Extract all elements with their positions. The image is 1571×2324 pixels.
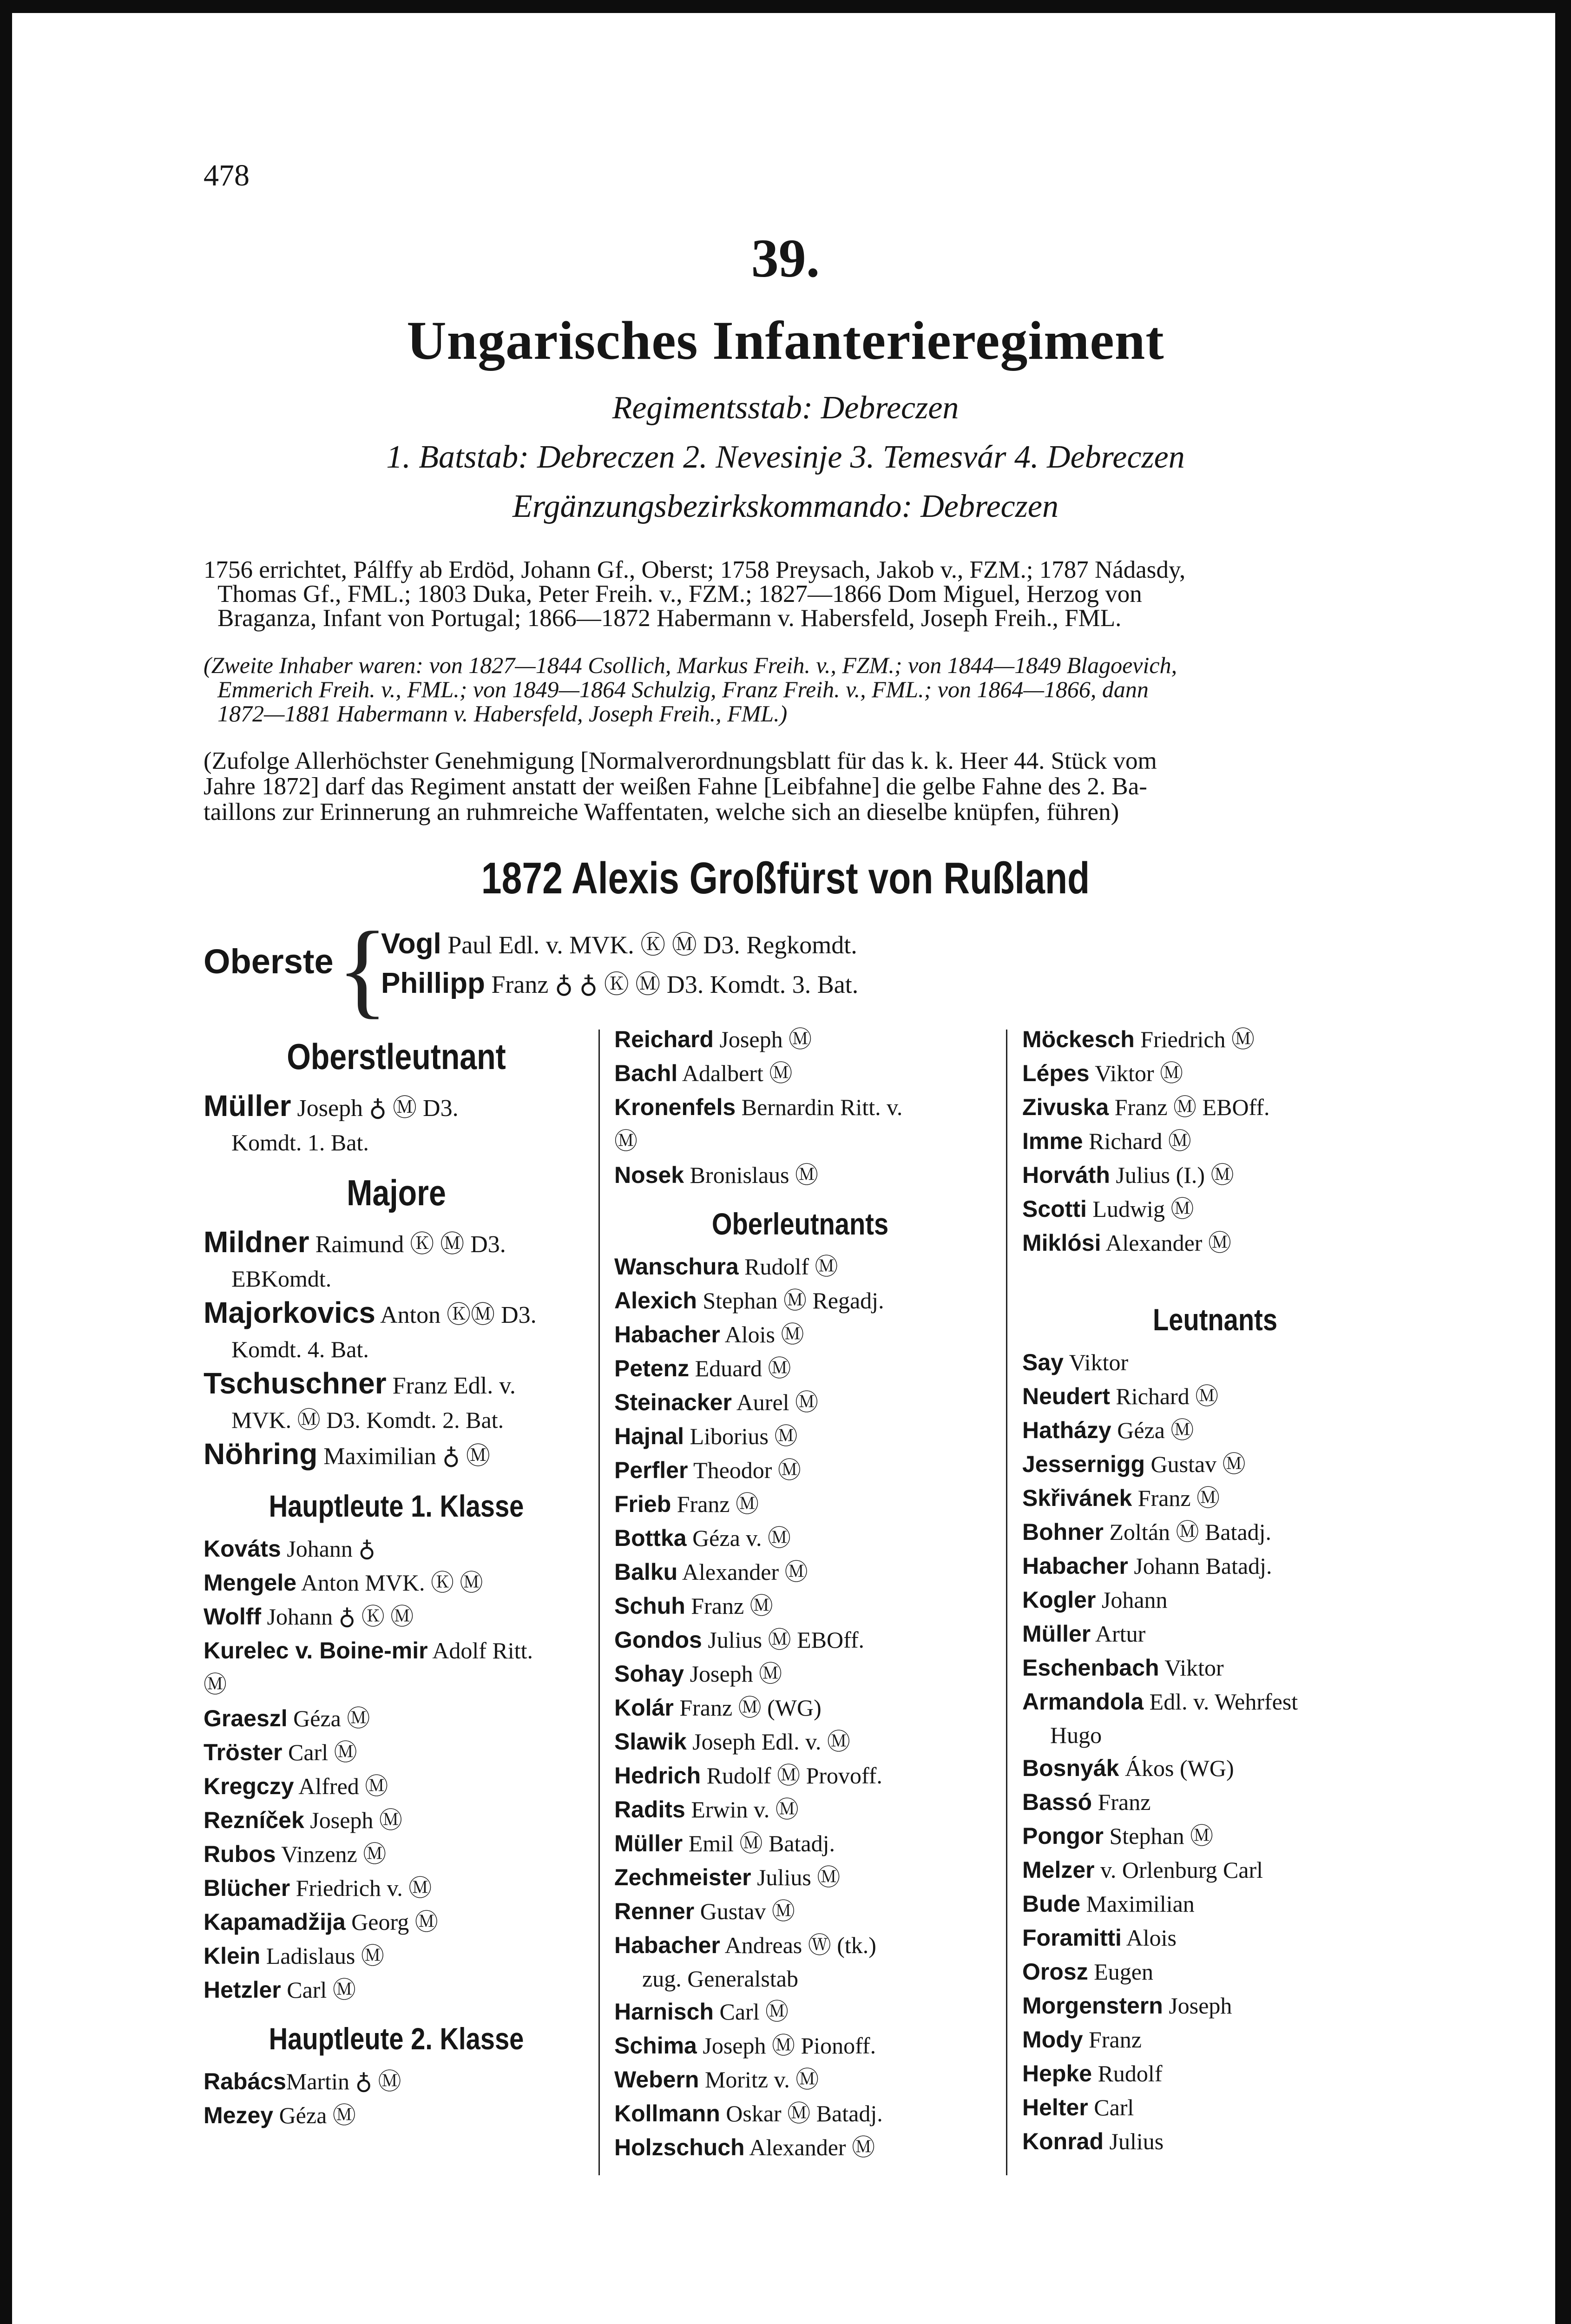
officer-surname: Müller [1022, 1621, 1091, 1647]
officer-entry [614, 1793, 986, 1827]
officer-detail: Franz Ⓜ (WG) [679, 1695, 822, 1721]
officer-detail: Carl [1094, 2094, 1134, 2120]
officer-entry [614, 1453, 986, 1487]
officer-surname: Kurelec v. Boine-mir [204, 1637, 428, 1664]
officer-detail: Moritz v. Ⓜ [704, 2067, 819, 2093]
officer-surname: Kregczy [204, 1773, 294, 1799]
officer-entry [204, 1803, 589, 1837]
officer-surname: Jessernigg [1022, 1451, 1145, 1477]
officer-detail: Rudolf [1098, 2060, 1163, 2086]
officer-detail: Oskar Ⓜ Batadj. [726, 2100, 883, 2126]
officer-entry [1022, 1226, 1408, 1260]
majore-heading: Majore [347, 1172, 446, 1213]
officer-surname: Bassó [1022, 1789, 1092, 1815]
officer-entry [614, 1759, 986, 1793]
officer-entry [204, 1224, 589, 1262]
officer-detail: Géza Ⓜ [279, 2102, 356, 2128]
officer-entry [1022, 1056, 1408, 1090]
officer-entry [1022, 1785, 1408, 1819]
history-line: Braganza, Infant von Portugal; 1866—1872 Habermann v. Habersfeld, Joseph Freih., FML. [217, 605, 1122, 632]
officer-surname: Kolár [614, 1695, 674, 1721]
officer-detail: Joseph ♁ Ⓜ D3. [297, 1095, 459, 1122]
officer-entry [614, 1725, 986, 1759]
officer-detail: Anton MVK. Ⓚ Ⓜ [301, 1570, 483, 1596]
officer-surname: Kováts [204, 1536, 281, 1562]
officer-entry [1022, 1515, 1408, 1549]
officer-surname: Balku [614, 1559, 678, 1585]
flag-note-line: taillons zur Erinnerung an ruhmreiche Waffentaten, welche sich an dieselbe knüpfen, führen) [204, 799, 1119, 825]
officer-detail: Aurel Ⓜ [736, 1389, 819, 1415]
officer-entry [1022, 1887, 1408, 1921]
officer-entry [204, 1837, 589, 1871]
officer-detail: Adalbert Ⓜ [682, 1060, 793, 1086]
officer-entry [614, 2097, 986, 2131]
officer-detail: Stephan Ⓜ [1109, 1823, 1214, 1849]
column-2 [614, 1023, 986, 2165]
officer-detail: Martin ♁ Ⓜ [286, 2068, 401, 2094]
regiment-number: 39. [751, 228, 820, 289]
brace-glyph: { [337, 910, 388, 1028]
officer-detail: Ladislaus Ⓜ [266, 1943, 384, 1969]
officer-detail: Viktor [1069, 1349, 1129, 1375]
officer-detail: Ⓜ [614, 1128, 638, 1154]
scan-border-top [0, 0, 1571, 13]
officer-entry [204, 2065, 589, 2099]
officer-surname: Hetzler [204, 1977, 281, 2003]
officer-detail: Richard Ⓜ [1089, 1128, 1191, 1154]
officer-entry [1022, 2091, 1408, 2125]
officer-detail: Georg Ⓜ [351, 1909, 438, 1935]
history-line: 1756 errichtet, Pálffy ab Erdöd, Johann Gf., Oberst; 1758 Preysach, Jakob v., FZM.; 1787 Nádasdy, [204, 556, 1186, 583]
oberst-entry [381, 925, 857, 961]
officer-surname: Webern [614, 2067, 699, 2093]
officer-surname: Mezey [204, 2102, 274, 2128]
officer-detail: Gustav Ⓜ [1150, 1451, 1246, 1477]
officer-surname: Tschuschner [204, 1367, 387, 1400]
officer-surname: Skřivánek [1022, 1485, 1132, 1511]
officer-detail: Johann ♁ [287, 1536, 375, 1562]
officer-surname: Hatházy [1022, 1417, 1111, 1443]
officer-detail: Géza v. Ⓜ [692, 1525, 791, 1551]
officer-surname: Wolff [204, 1604, 262, 1630]
officer-entry [1022, 1481, 1408, 1515]
officer-detail-continued: Komdt. 4. Bat. [231, 1336, 369, 1362]
officer-surname: Alexich [614, 1287, 697, 1314]
officer-entry-continued [614, 1124, 986, 1158]
officer-detail: Joseph Ⓜ [690, 1661, 782, 1687]
officer-detail: Eugen [1094, 1959, 1153, 1985]
officer-detail: Julius [1109, 2128, 1164, 2154]
officer-entry [1022, 1751, 1408, 1785]
leutnants-heading: Leutnants [1152, 1302, 1278, 1337]
officer-surname: Petenz [614, 1355, 690, 1381]
officer-entry [614, 1928, 986, 1962]
officer-entry [614, 1023, 986, 1056]
officer-detail: Anton ⓀⓂ D3. [380, 1302, 537, 1328]
officer-detail: Alexander Ⓜ [1105, 1230, 1231, 1256]
officer-detail: Stephan Ⓜ Regadj. [703, 1287, 884, 1314]
officer-entry [614, 1487, 986, 1521]
officer-entry [1022, 1819, 1408, 1853]
officer-entry [1022, 1853, 1408, 1887]
officer-surname: Müller [614, 1830, 683, 1856]
officer-entry [204, 1905, 589, 1939]
officer-entry [204, 1769, 589, 1803]
officer-surname: Reichard [614, 1026, 714, 1052]
officer-entry [614, 1691, 986, 1725]
officer-detail: v. Orlenburg Carl [1100, 1857, 1263, 1883]
officer-surname: Bohner [1022, 1519, 1104, 1545]
officer-detail: Alois [1126, 1925, 1177, 1951]
officer-detail: Theodor Ⓜ [693, 1457, 801, 1483]
officer-entry [1022, 2125, 1408, 2159]
officer-detail: Alexander Ⓜ [749, 2134, 875, 2160]
officer-detail: Julius (I.) Ⓜ [1116, 1162, 1234, 1188]
officer-surname: Klein [204, 1943, 261, 1969]
officer-surname: Lépes [1022, 1060, 1090, 1086]
column-divider [598, 1030, 600, 2175]
officer-detail: Julius Ⓜ EBOff. [708, 1627, 864, 1653]
officer-surname: Müller [204, 1089, 291, 1122]
officer-surname: Bude [1022, 1891, 1080, 1917]
officer-entry [614, 1056, 986, 1090]
officer-surname: Wanschura [614, 1254, 739, 1280]
officer-surname: Gondos [614, 1627, 702, 1653]
officer-surname: Perfler [614, 1457, 688, 1483]
officer-entry [204, 1532, 589, 1566]
officer-entry [614, 1284, 986, 1318]
officer-detail: Alfred Ⓜ [298, 1773, 388, 1799]
officer-surname: Zivuska [1022, 1094, 1109, 1120]
officer-entry [204, 1436, 589, 1474]
officer-surname: Hepke [1022, 2060, 1092, 2086]
officer-entry [1022, 1413, 1408, 1447]
officer-entry [614, 1521, 986, 1555]
officer-detail: Johann Batadj. [1134, 1553, 1272, 1579]
officer-detail: Maximilian [1086, 1891, 1195, 1917]
officer-detail: Bernardin Ritt. v. [741, 1094, 903, 1120]
officer-detail: Julius Ⓜ [757, 1864, 841, 1890]
officer-surname: Majorkovics [204, 1296, 375, 1329]
officer-surname: Mildner [204, 1225, 309, 1259]
officer-detail: Alexander Ⓜ [682, 1559, 808, 1585]
officer-detail: Edl. v. Wehrfest [1149, 1689, 1298, 1715]
officer-detail: Géza Ⓜ [1117, 1417, 1194, 1443]
officer-entry-continued [204, 1668, 589, 1702]
officer-detail: Emil Ⓜ Batadj. [688, 1830, 835, 1856]
officer-surname: Armandola [1022, 1689, 1144, 1715]
officer-detail: Joseph Ⓜ Pionoff. [703, 2033, 876, 2059]
officer-entry [1022, 2023, 1408, 2057]
officer-detail: Ⓜ [204, 1671, 227, 1697]
second-owners-line: Emmerich Freih. v., FML.; von 1849—1864 Schulzig, Franz Freih. v., FML.; von 1864—1866, dann [217, 676, 1149, 702]
officer-surname: Zechmeister [614, 1864, 751, 1890]
officer-surname: Radits [614, 1796, 685, 1822]
officer-entry [1022, 1192, 1408, 1226]
officer-detail: Joseph [1169, 1993, 1232, 2019]
officer-detail: Maximilian ♁ Ⓜ [323, 1443, 490, 1470]
oberst-entry [381, 964, 858, 1000]
officer-entry [1022, 1617, 1408, 1651]
officer-detail: Franz [1089, 2027, 1142, 2053]
officer-surname: Sohay [614, 1661, 684, 1687]
officer-surname: Kollmann [614, 2100, 720, 2126]
officer-detail: Viktor [1164, 1655, 1224, 1681]
column-1 [204, 1023, 589, 2133]
officer-entry [614, 1995, 986, 2029]
officer-detail: Franz Ⓜ [677, 1491, 759, 1517]
officer-detail: Friedrich Ⓜ [1140, 1026, 1255, 1052]
officer-entry [204, 1939, 589, 1973]
officer-detail: Artur [1095, 1621, 1146, 1647]
officer-surname: Habacher [614, 1932, 720, 1958]
officer-entry [1022, 1090, 1408, 1124]
officer-detail: Johann ♁ Ⓚ Ⓜ [267, 1604, 414, 1630]
officer-surname: Rezníček [204, 1807, 304, 1833]
column-3 [1022, 1023, 1408, 2159]
officer-surname: Bosnyák [1022, 1755, 1119, 1781]
officer-surname: Mody [1022, 2027, 1083, 2053]
officer-detail: zug. Generalstab [642, 1966, 798, 1992]
officer-detail: Andreas Ⓦ (tk.) [724, 1932, 876, 1958]
officer-detail: Carl Ⓜ [287, 1977, 356, 2003]
flag-note-line: Jahre 1872] darf das Regiment anstatt der weißen Fahne [Leibfahne] die gelbe Fahne des 2. Ba- [204, 773, 1147, 800]
officer-detail: Franz Edl. v. [392, 1373, 516, 1399]
officer-surname: Morgenstern [1022, 1993, 1163, 2019]
officer-detail-continued: Komdt. 1. Bat. [231, 1129, 369, 1155]
officer-surname: Foramitti [1022, 1925, 1122, 1951]
officer-surname: Hajnal [614, 1423, 684, 1449]
officer-detail: Liborius Ⓜ [690, 1423, 798, 1449]
officer-entry [614, 1895, 986, 1928]
officer-surname: Kogler [1022, 1587, 1096, 1613]
officer-entry [1022, 1158, 1408, 1192]
officer-surname: Holzschuch [614, 2134, 745, 2160]
officer-entry [614, 1158, 986, 1192]
officer-entry [204, 1566, 589, 1600]
officer-entry [204, 1871, 589, 1905]
officer-entry [204, 1702, 589, 1736]
officer-surname: Horváth [1022, 1162, 1110, 1188]
officer-entry [614, 1657, 986, 1691]
officer-surname: Helter [1022, 2094, 1088, 2120]
page-number: 478 [204, 158, 250, 192]
officer-entry [614, 1352, 986, 1386]
oberst-detail: Franz ♁ ♁ Ⓚ Ⓜ D3. Komdt. 3. Bat. [491, 971, 859, 998]
officer-detail: Rudolf Ⓜ Provoff. [706, 1763, 882, 1789]
officer-entry [204, 1295, 589, 1333]
ergaenzung-line: Ergänzungsbezirkskommando: Debreczen [513, 489, 1058, 524]
officer-detail: Joseph Ⓜ [719, 1026, 812, 1052]
officer-entry [614, 1250, 986, 1284]
officer-surname: Melzer [1022, 1857, 1095, 1883]
officer-entry [1022, 1685, 1408, 1719]
officer-detail: Adolf Ritt. [432, 1637, 533, 1664]
officer-entry [1022, 1346, 1408, 1380]
officer-surname: Mengele [204, 1570, 297, 1596]
oberste-label: Oberste [204, 942, 334, 981]
oberleutnants-heading: Oberleutnants [711, 1207, 889, 1241]
officer-surname: Pongor [1022, 1823, 1104, 1849]
officer-surname: Say [1022, 1349, 1064, 1375]
officer-surname: Schima [614, 2033, 697, 2059]
officer-entry [1022, 1023, 1408, 1056]
officer-detail: Carl Ⓜ [288, 1739, 357, 1765]
officer-entry [1022, 1921, 1408, 1955]
regiment-name: Ungarisches Infanterieregiment [407, 310, 1164, 371]
officer-surname: Blücher [204, 1875, 290, 1901]
officer-entry [614, 2063, 986, 2097]
hauptleute-1-heading: Hauptleute 1. Klasse [269, 1489, 524, 1523]
history-paragraph [204, 558, 1409, 630]
officer-entry [1022, 1124, 1408, 1158]
officer-surname: Miklósi [1022, 1230, 1101, 1256]
officer-detail-continued: EBKomdt. [231, 1266, 332, 1292]
officer-detail: Johann [1101, 1587, 1168, 1613]
officer-entry [614, 1589, 986, 1623]
officer-detail: Joseph Edl. v. Ⓜ [692, 1729, 850, 1755]
regiment-patron: 1872 Alexis Großfürst von Rußland [481, 853, 1090, 903]
officer-surname: Slawik [614, 1729, 687, 1755]
officer-entry [614, 1386, 986, 1419]
officer-entry [1022, 1955, 1408, 1989]
officer-surname: Nosek [614, 1162, 684, 1188]
officer-surname: Konrad [1022, 2128, 1104, 2154]
officer-detail-continued: MVK. Ⓜ D3. Komdt. 2. Bat. [231, 1407, 504, 1433]
second-owners-paragraph [204, 653, 1409, 726]
officer-detail: Hugo [1050, 1722, 1102, 1748]
officer-entry [204, 2099, 589, 2133]
officer-entry [204, 1366, 589, 1404]
officer-entry-continued [1022, 1719, 1408, 1751]
history-line: Thomas Gf., FML.; 1803 Duka, Peter Freih. v., FZM.; 1827—1866 Dom Miguel, Herzog von [217, 581, 1142, 607]
officer-surname: Tröster [204, 1739, 283, 1765]
officer-entry [204, 1973, 589, 2007]
officer-detail: Vinzenz Ⓜ [281, 1841, 387, 1867]
officer-surname: Nöhring [204, 1437, 318, 1471]
oberst-detail: Paul Edl. v. MVK. Ⓚ Ⓜ D3. Regkomdt. [447, 931, 857, 959]
column-divider [1006, 1030, 1007, 2175]
officer-detail: Erwin v. Ⓜ [691, 1796, 799, 1822]
officer-surname: Rubos [204, 1841, 276, 1867]
officer-detail: Friedrich v. Ⓜ [296, 1875, 432, 1901]
officer-detail: Franz Ⓜ [1137, 1485, 1220, 1511]
officer-entry [614, 1555, 986, 1589]
officer-surname: Habacher [614, 1321, 720, 1347]
officer-detail: Franz Ⓜ [691, 1593, 773, 1619]
officer-surname: Kronenfels [614, 1094, 736, 1120]
officer-detail: Gustav Ⓜ [700, 1898, 795, 1924]
regimentsstab-line: Regimentsstab: Debreczen [612, 390, 959, 426]
officer-detail: Ludwig Ⓜ [1092, 1196, 1194, 1222]
officer-detail: Franz [1098, 1789, 1151, 1815]
officer-entry [1022, 2057, 1408, 2091]
officer-entry [614, 1827, 986, 1861]
officer-surname: Eschenbach [1022, 1655, 1159, 1681]
officer-surname: Frieb [614, 1491, 671, 1517]
officer-detail: Bronislaus Ⓜ [690, 1162, 818, 1188]
officer-entry [614, 2131, 986, 2165]
officer-entry [1022, 1447, 1408, 1481]
second-owners-line: (Zweite Inhaber waren: von 1827—1844 Csollich, Markus Freih. v., FZM.; von 1844—1849 Blagoevich, [204, 652, 1177, 678]
officer-detail: Eduard Ⓜ [695, 1355, 791, 1381]
officer-entry [1022, 1380, 1408, 1413]
officer-detail: Joseph Ⓜ [310, 1807, 402, 1833]
officer-entry [1022, 1549, 1408, 1583]
officer-detail: Richard Ⓜ [1116, 1383, 1219, 1409]
batstab-line: 1. Batstab: Debreczen 2. Nevesinje 3. Temesvár 4. Debreczen [386, 439, 1185, 475]
officer-surname: Hedrich [614, 1763, 701, 1789]
officer-surname: Schuh [614, 1593, 685, 1619]
officer-surname: Graeszl [204, 1705, 288, 1731]
officer-entry [614, 1861, 986, 1895]
officer-surname: Steinacker [614, 1389, 732, 1415]
officer-detail: Carl Ⓜ [719, 1999, 789, 2025]
officer-surname: Neudert [1022, 1383, 1110, 1409]
officer-detail: Alois Ⓜ [724, 1321, 804, 1347]
officer-detail: Ákos (WG) [1124, 1755, 1234, 1781]
officer-entry [614, 2029, 986, 2063]
officer-entry [204, 1736, 589, 1769]
officer-entry-continued [614, 1962, 986, 1995]
hauptleute-2-heading: Hauptleute 2. Klasse [269, 2021, 524, 2056]
officer-surname: Rabács [204, 2068, 286, 2094]
officer-surname: Bachl [614, 1060, 678, 1086]
officer-surname: Bottka [614, 1525, 687, 1551]
officer-surname: Imme [1022, 1128, 1083, 1154]
officer-surname: Scotti [1022, 1196, 1087, 1222]
officer-surname: Möckesch [1022, 1026, 1135, 1052]
oberst-name: Phillipp [381, 967, 485, 999]
flag-note-paragraph [204, 748, 1409, 825]
officer-entry [204, 1600, 589, 1634]
officer-entry [1022, 1989, 1408, 2023]
officer-entry [614, 1419, 986, 1453]
oberstleutnant-heading: Oberstleutnant [287, 1036, 506, 1077]
officer-entry [1022, 1651, 1408, 1685]
officer-entry [614, 1318, 986, 1352]
officer-entry [1022, 1583, 1408, 1617]
second-owners-line: 1872—1881 Habermann v. Habersfeld, Joseph Freih., FML.) [217, 700, 788, 726]
officer-detail: Franz Ⓜ EBOff. [1114, 1094, 1270, 1120]
officer-detail: Viktor Ⓜ [1095, 1060, 1183, 1086]
officer-surname: Kapamadžija [204, 1909, 346, 1935]
officer-surname: Habacher [1022, 1553, 1128, 1579]
officer-detail: Zoltán Ⓜ Batadj. [1109, 1519, 1272, 1545]
oberst-name: Vogl [381, 928, 441, 960]
officer-detail: Rudolf Ⓜ [744, 1254, 838, 1280]
officer-entry [614, 1090, 986, 1124]
officer-surname: Renner [614, 1898, 695, 1924]
flag-note-line: (Zufolge Allerhöchster Genehmigung [Normalverordnungsblatt für das k. k. Heer 44. Stück vom [204, 747, 1157, 774]
officer-detail: Géza Ⓜ [293, 1705, 370, 1731]
officer-entry [204, 1634, 589, 1668]
officer-entry [204, 1088, 589, 1126]
officer-surname: Harnisch [614, 1999, 714, 2025]
officer-detail: Raimund Ⓚ Ⓜ D3. [315, 1231, 506, 1258]
officer-surname: Orosz [1022, 1959, 1088, 1985]
officer-entry [614, 1623, 986, 1657]
